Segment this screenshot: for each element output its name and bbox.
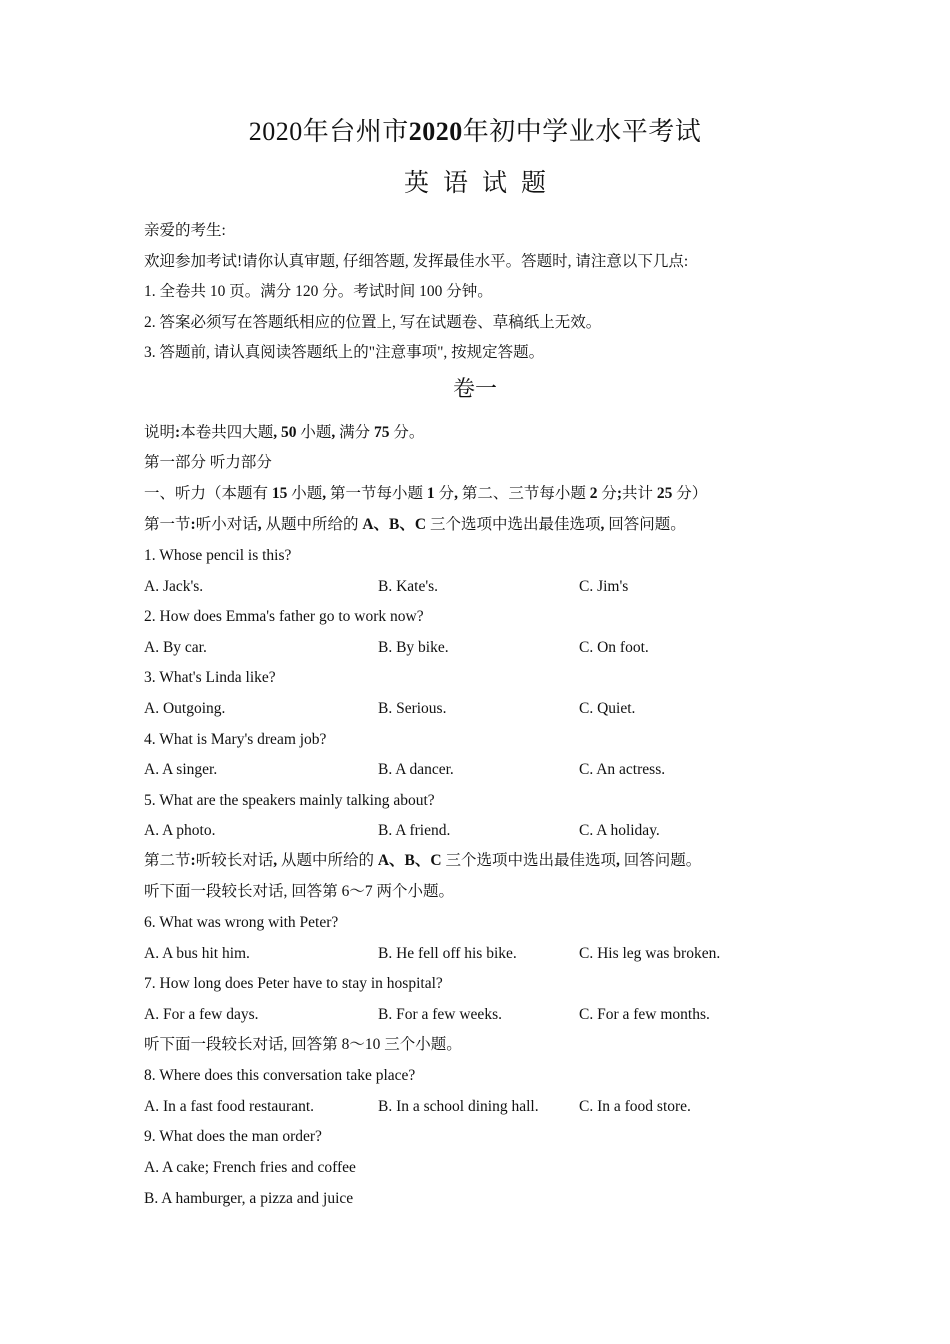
instr-text: 从题中所给的 xyxy=(280,852,374,869)
option-a: A. A singer. xyxy=(144,761,218,778)
option-b: B. Serious. xyxy=(378,700,447,717)
greeting: 亲爱的考生: xyxy=(144,222,226,239)
option-a: A. A bus hit him. xyxy=(144,945,250,962)
instr-number: 25 xyxy=(653,485,677,502)
instr-text: 共计 xyxy=(622,485,654,502)
instr-comma: , xyxy=(257,516,266,533)
question-stem: 1. Whose pencil is this? xyxy=(144,547,292,564)
option-c: C. On foot. xyxy=(579,639,649,656)
instr-text: 分） xyxy=(676,485,708,502)
welcome-text: 欢迎参加考试!请你认真审题, 仔细答题, 发挥最佳水平。答题时, 请注意以下几点: xyxy=(144,253,689,270)
desc-colon: : xyxy=(175,424,181,441)
question-stem: 2. How does Emma's father go to work now? xyxy=(144,608,424,625)
option-a: A. For a few days. xyxy=(144,1006,259,1023)
option-a: A. A cake; French fries and coffee xyxy=(144,1159,356,1176)
option-a: A. A photo. xyxy=(144,822,216,839)
title-text: 年台州市 xyxy=(302,117,409,146)
instr-text: 回答问题。 xyxy=(623,852,702,869)
instr-text: 回答问题。 xyxy=(608,516,686,533)
listening-instructions xyxy=(144,483,707,505)
question-stem: 9. What does the man order? xyxy=(144,1128,322,1145)
section1-instructions xyxy=(144,514,686,536)
dialog-instruction: 听下面一段较长对话, 回答第 6～7 两个小题。 xyxy=(144,883,455,900)
option-a: A. In a fast food restaurant. xyxy=(144,1098,315,1115)
instr-text: 听较长对话 xyxy=(195,852,274,869)
option-b: B. Kate's. xyxy=(378,578,439,595)
option-b: B. A dancer. xyxy=(378,761,454,778)
instr-text: 分 xyxy=(601,485,617,502)
option-a: A. By car. xyxy=(144,639,207,656)
instr-colon: : xyxy=(190,516,196,533)
instr-comma: , xyxy=(454,485,462,502)
desc-label: 说明 xyxy=(144,424,176,441)
instr-colon: : xyxy=(190,852,196,869)
part1-heading: 第一部分 听力部分 xyxy=(144,454,272,471)
section2-instructions xyxy=(144,850,701,872)
option-b: B. In a school dining hall. xyxy=(378,1098,539,1115)
desc-comma: , xyxy=(273,424,278,441)
question-stem: 6. What was wrong with Peter? xyxy=(144,914,339,931)
option-b: B. A hamburger, a pizza and juice xyxy=(144,1190,354,1207)
question-stem: 8. Where does this conversation take place? xyxy=(144,1067,416,1084)
instr-comma: , xyxy=(600,516,609,533)
instr-text: 分 xyxy=(438,485,455,502)
desc-count: 50 xyxy=(277,424,301,441)
desc-score: 75 xyxy=(370,424,394,441)
option-b: B. He fell off his bike. xyxy=(378,945,517,962)
instr-comma: , xyxy=(322,485,331,502)
instr-number: 1 xyxy=(423,485,439,502)
instr-comma: , xyxy=(615,852,624,869)
exam-title xyxy=(0,114,950,150)
instr-number: 2 xyxy=(585,485,602,502)
option-b: B. By bike. xyxy=(378,639,449,656)
instr-text: 第一节每小题 xyxy=(330,485,424,502)
desc-text: 小题 xyxy=(300,424,332,441)
option-a: A. Outgoing. xyxy=(144,700,226,717)
desc-text: 分。 xyxy=(393,424,425,441)
desc-comma: , xyxy=(331,424,340,441)
option-c: C. In a food store. xyxy=(579,1098,691,1115)
note-2: 2. 答案必须写在答题纸相应的位置上, 写在试题卷、草稿纸上无效。 xyxy=(144,314,602,331)
instr-text: 第二、三节每小题 xyxy=(461,485,586,502)
desc-text: 满分 xyxy=(339,424,371,441)
question-stem: 7. How long does Peter have to stay in hospital? xyxy=(144,975,443,992)
dialog-instruction: 听下面一段较长对话, 回答第 8～10 三个小题。 xyxy=(144,1036,462,1053)
option-c: C. For a few months. xyxy=(579,1006,710,1023)
option-b: B. A friend. xyxy=(378,822,451,839)
option-c: C. His leg was broken. xyxy=(579,945,721,962)
instr-number: 15 xyxy=(268,485,292,502)
option-c: C. An actress. xyxy=(579,761,666,778)
volume-title: 卷一 xyxy=(452,376,497,401)
desc-text: 本卷共四大题 xyxy=(180,424,274,441)
option-a: A. Jack's. xyxy=(144,578,204,595)
instr-text: 从题中所给的 xyxy=(265,516,359,533)
section-label: 第二节 xyxy=(144,852,191,869)
option-c: C. Jim's xyxy=(579,578,629,595)
section-label: 第一节 xyxy=(144,516,191,533)
instr-options: A、B、C xyxy=(358,516,430,533)
instr-text: 听小对话 xyxy=(195,516,258,533)
note-1: 1. 全卷共 10 页。满分 120 分。考试时间 100 分钟。 xyxy=(144,283,493,300)
instr-options: A、B、C xyxy=(373,852,446,869)
note-3: 3. 答题前, 请认真阅读答题纸上的"注意事项", 按规定答题。 xyxy=(144,344,545,361)
instr-text: 三个选项中选出最佳选项 xyxy=(429,516,601,533)
option-c: C. Quiet. xyxy=(579,700,636,717)
volume-description xyxy=(144,422,424,444)
instr-semicolon: ; xyxy=(616,485,623,502)
title-text-end: 年初中学业水平考试 xyxy=(462,117,702,146)
instr-text: 小题 xyxy=(291,485,323,502)
instr-text: 一、听力（本题有 xyxy=(144,485,269,502)
instr-comma: , xyxy=(273,852,281,869)
exam-subtitle: 英语试题 xyxy=(403,170,560,197)
title-year-bold: 2020 xyxy=(408,117,463,146)
instr-text: 三个选项中选出最佳选项 xyxy=(445,852,616,869)
title-year: 2020 xyxy=(248,117,303,146)
option-c: C. A holiday. xyxy=(579,822,660,839)
question-stem: 4. What is Mary's dream job? xyxy=(144,731,327,748)
question-stem: 3. What's Linda like? xyxy=(144,669,276,686)
option-b: B. For a few weeks. xyxy=(378,1006,502,1023)
question-stem: 5. What are the speakers mainly talking about? xyxy=(144,792,435,809)
